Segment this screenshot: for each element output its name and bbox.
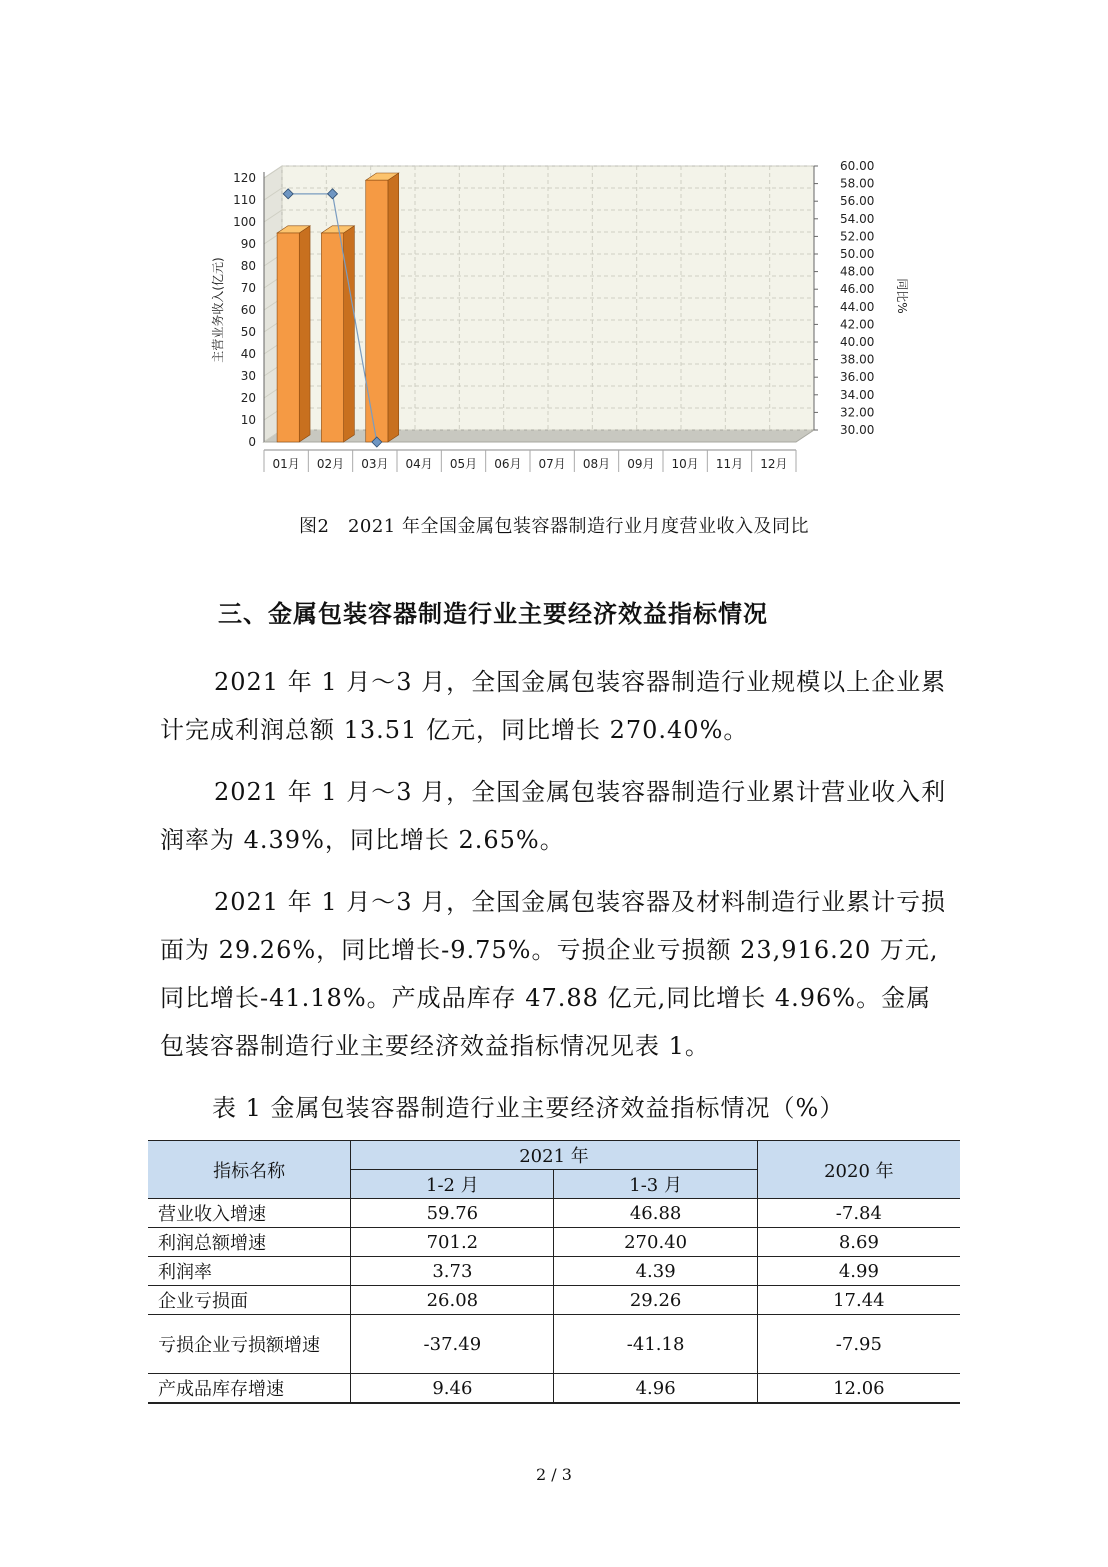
bar-side (299, 226, 310, 442)
y-tick-label: 20 (240, 391, 256, 405)
row-jan-mar: 270.40 (554, 1228, 757, 1257)
row-jan-mar: 4.96 (554, 1374, 757, 1404)
y-tick-label: 70 (240, 281, 256, 295)
y-axis-title: 主营业务收入(亿元) (211, 257, 225, 363)
row-jan-mar: -41.18 (554, 1315, 757, 1374)
y2-tick-label: 60.00 (840, 159, 875, 173)
row-2020: -7.84 (757, 1199, 960, 1228)
row-name: 企业亏损面 (148, 1286, 351, 1315)
header-jan-feb: 1-2 月 (351, 1170, 554, 1199)
section-heading: 三、金属包装容器制造行业主要经济效益指标情况 (218, 600, 768, 628)
row-jan-feb: 701.2 (351, 1228, 554, 1257)
y-tick-label: 60 (240, 303, 256, 317)
indicator-table (148, 1140, 960, 1404)
y2-tick-label: 56.00 (840, 194, 875, 209)
y-tick-label: 30 (240, 369, 256, 383)
y-tick-label: 50 (240, 325, 256, 339)
x-tick-label: 06月 (494, 457, 522, 471)
y2-tick-label: 48.00 (840, 264, 875, 279)
page-number: 2 / 3 (536, 1465, 572, 1484)
row-name: 营业收入增速 (148, 1199, 351, 1228)
revenue-chart (200, 150, 920, 480)
y2-tick-label: 36.00 (840, 370, 875, 385)
row-2020: -7.95 (757, 1315, 960, 1374)
row-2020: 12.06 (757, 1374, 960, 1404)
y2-tick-label: 30.00 (840, 423, 875, 437)
y-tick-label: 40 (240, 347, 256, 361)
paragraph-profit: 2021 年 1 月～3 月，全国金属包装容器制造行业规模以上企业累计完成利润总额 13.51 亿元，同比增长 270.40%。 (160, 668, 947, 744)
y2-tick-label: 46.00 (840, 282, 875, 297)
y2-tick-label: 32.00 (840, 405, 875, 420)
header-indicator-name: 指标名称 (148, 1141, 351, 1199)
row-jan-mar: 46.88 (554, 1199, 757, 1228)
row-2020: 17.44 (757, 1286, 960, 1315)
x-tick-label: 12月 (760, 457, 788, 471)
row-name: 利润总额增速 (148, 1228, 351, 1257)
row-jan-feb: 26.08 (351, 1286, 554, 1315)
figure-caption: 图2 2021 年全国金属包装容器制造行业月度营业收入及同比 (299, 516, 809, 537)
x-tick-label: 09月 (627, 457, 655, 471)
y2-tick-label: 54.00 (840, 211, 875, 226)
y-tick-label: 120 (233, 171, 256, 185)
row-jan-feb: 9.46 (351, 1374, 554, 1404)
y-tick-label: 110 (233, 193, 256, 207)
bar (321, 233, 343, 442)
table-row (148, 1315, 960, 1374)
y-tick-label: 100 (233, 215, 256, 229)
table-row (148, 1199, 960, 1228)
table-row (148, 1228, 960, 1257)
bar (366, 180, 388, 442)
y2-tick-label: 58.00 (840, 176, 875, 191)
x-tick-label: 10月 (671, 457, 699, 471)
y2-axis-title: 同比% (895, 278, 909, 314)
x-tick-label: 05月 (449, 457, 478, 471)
table-row (148, 1374, 960, 1404)
y2-tick-label: 40.00 (840, 335, 875, 349)
paragraph-loss: 2021 年 1 月～3 月，全国金属包装容器及材料制造行业累计亏损面为 29.26%，同比增长-9.75%。亏损企业亏损额 23,916.20 万元,同比增长-41.18%。产成品库存 47.88 亿元,同比增长 4.96%。金属包装容器制造行业主要经济效益指标情况见表 1。 (160, 888, 947, 1060)
revenue-chart-svg (200, 150, 920, 480)
y2-tick-label: 52.00 (840, 229, 875, 244)
x-tick-label: 08月 (582, 457, 611, 471)
bar-side (388, 173, 399, 442)
row-name: 产成品库存增速 (148, 1374, 351, 1404)
row-2020: 4.99 (757, 1257, 960, 1286)
x-tick-label: 02月 (316, 457, 345, 471)
table-title: 表 1 金属包装容器制造行业主要经济效益指标情况（%） (212, 1094, 845, 1122)
row-jan-mar: 4.39 (554, 1257, 757, 1286)
row-jan-feb: 3.73 (351, 1257, 554, 1286)
row-2020: 8.69 (757, 1228, 960, 1257)
y-tick-label: 0 (248, 435, 256, 449)
row-jan-feb: 59.76 (351, 1199, 554, 1228)
y2-tick-label: 34.00 (840, 387, 875, 402)
y-tick-label: 80 (240, 259, 256, 273)
bar-side (344, 226, 355, 442)
table-row (148, 1286, 960, 1315)
header-jan-mar: 1-3 月 (554, 1170, 757, 1199)
x-tick-label: 01月 (272, 457, 300, 471)
x-tick-label: 11月 (715, 457, 744, 471)
y-tick-label: 10 (240, 413, 256, 427)
row-jan-feb: -37.49 (351, 1315, 554, 1374)
y2-tick-label: 38.00 (840, 352, 875, 367)
row-jan-mar: 29.26 (554, 1286, 757, 1315)
y-tick-label: 90 (240, 237, 256, 251)
bar (277, 233, 299, 442)
row-name: 利润率 (148, 1257, 351, 1286)
y2-tick-label: 42.00 (840, 317, 875, 332)
paragraph-margin: 2021 年 1 月～3 月，全国金属包装容器制造行业累计营业收入利润率为 4.39%，同比增长 2.65%。 (160, 778, 947, 854)
row-name: 亏损企业亏损额增速 (148, 1315, 351, 1374)
header-2021: 2021 年 (351, 1141, 758, 1170)
header-2020: 2020 年 (757, 1141, 960, 1199)
x-tick-label: 04月 (405, 457, 433, 471)
y2-tick-label: 44.00 (840, 299, 875, 314)
y2-tick-label: 50.00 (840, 247, 875, 261)
x-tick-label: 07月 (538, 457, 566, 471)
x-tick-label: 03月 (361, 457, 389, 471)
table-row (148, 1257, 960, 1286)
